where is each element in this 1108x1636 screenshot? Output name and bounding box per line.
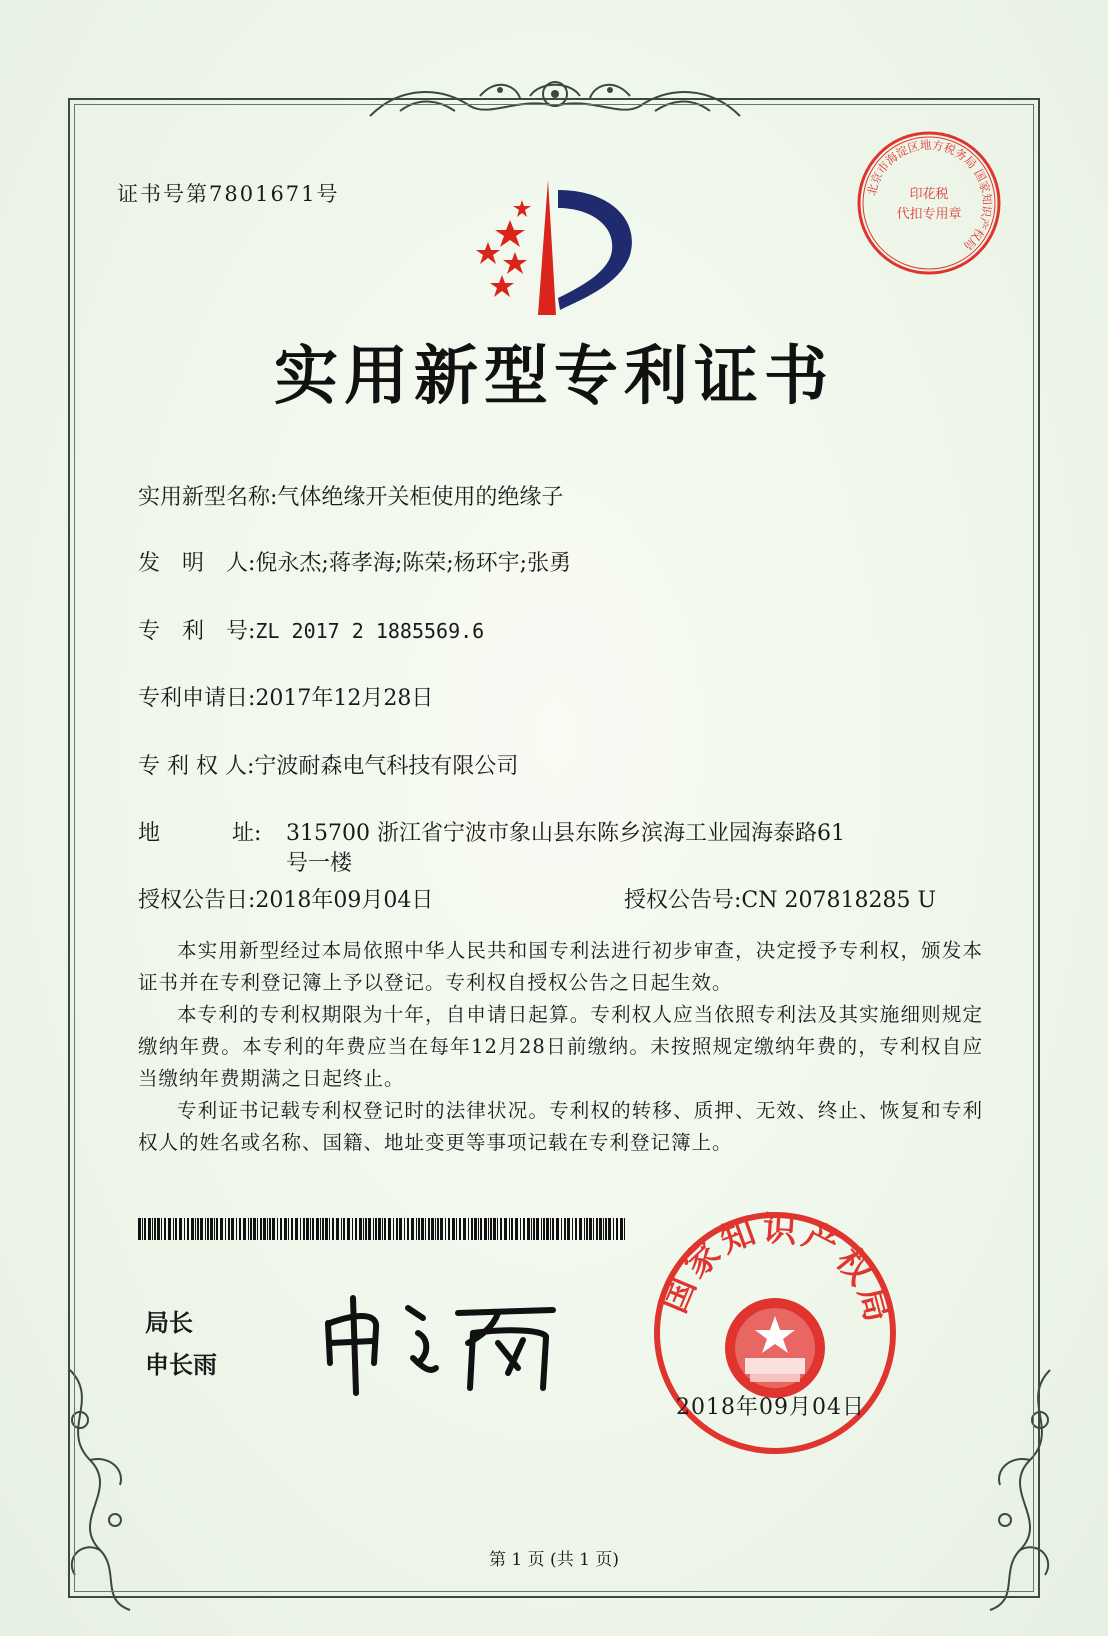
barcode-bar <box>228 1218 230 1240</box>
barcode-bar <box>325 1218 328 1240</box>
field-grant-no <box>624 883 936 914</box>
barcode-bar <box>437 1218 439 1240</box>
barcode <box>138 1218 628 1240</box>
barcode-bar <box>378 1218 381 1240</box>
barcode-bar <box>531 1218 532 1240</box>
barcode-bar <box>248 1218 249 1240</box>
barcode-bar <box>332 1218 334 1240</box>
barcode-bar <box>440 1218 443 1240</box>
barcode-bar <box>291 1218 293 1240</box>
field-patentee-value: 宁波耐森电气科技有限公司 <box>254 754 519 779</box>
barcode-bar <box>329 1218 330 1240</box>
barcode-bar <box>277 1218 278 1240</box>
barcode-bar <box>295 1218 298 1240</box>
signer-name: 申长雨 <box>145 1351 217 1379</box>
barcode-bar <box>205 1218 206 1240</box>
barcode-bar <box>527 1218 530 1240</box>
barcode-bar <box>220 1218 223 1240</box>
barcode-bar <box>191 1218 194 1240</box>
barcode-bar <box>586 1218 588 1240</box>
barcode-bar <box>456 1218 457 1240</box>
barcode-bar <box>382 1218 383 1240</box>
barcode-bar <box>197 1218 199 1240</box>
barcode-bar <box>452 1218 455 1240</box>
barcode-bar <box>546 1218 549 1240</box>
barcode-bar <box>312 1218 314 1240</box>
field-grant-no-label: 授权公告号: <box>624 888 742 913</box>
field-patent-no-label: 专 利 号: <box>138 619 256 644</box>
field-application-date <box>138 681 433 712</box>
paragraph-grant: 本实用新型经过本局依照中华人民共和国专利法进行初步审查，决定授予专利权，颁发本证书并在专利登记簿上予以登记。专利权自授权公告之日起生效。 <box>138 939 983 994</box>
barcode-bar <box>488 1218 489 1240</box>
barcode-bar <box>288 1218 289 1240</box>
barcode-bar <box>263 1218 266 1240</box>
barcode-bar <box>239 1218 241 1240</box>
barcode-bar <box>363 1218 364 1240</box>
barcode-bar <box>613 1218 614 1240</box>
barcode-bar <box>284 1218 287 1240</box>
field-address-line2: 号一楼 <box>286 851 353 876</box>
tax-stamp-seal <box>854 128 1004 278</box>
certificate-number: 证书号第7801671号 <box>117 182 340 206</box>
barcode-bar <box>416 1218 417 1240</box>
barcode-bar <box>250 1218 252 1240</box>
barcode-bar <box>541 1218 542 1240</box>
barcode-bar <box>280 1218 282 1240</box>
barcode-bar <box>509 1218 510 1240</box>
barcode-bar <box>425 1218 426 1240</box>
barcode-bar <box>589 1218 592 1240</box>
field-address-label-1: 地 <box>138 821 161 846</box>
barcode-bar <box>300 1218 301 1240</box>
field-application-date-label: 专利申请日: <box>138 686 256 711</box>
barcode-bar <box>306 1218 309 1240</box>
barcode-bar <box>231 1218 234 1240</box>
barcode-bar <box>260 1218 262 1240</box>
barcode-bar <box>225 1218 226 1240</box>
barcode-bar <box>550 1218 551 1240</box>
field-grant-date-label: 授权公告日: <box>138 888 256 913</box>
barcode-bar <box>556 1218 559 1240</box>
barcode-bar <box>404 1218 405 1240</box>
barcode-bar <box>536 1218 539 1240</box>
barcode-bar <box>605 1218 607 1240</box>
barcode-bar <box>269 1218 271 1240</box>
seal-date: 2018年09月04日 <box>676 1395 865 1420</box>
barcode-bar <box>359 1218 362 1240</box>
barcode-bar <box>144 1218 146 1240</box>
barcode-bar <box>388 1218 391 1240</box>
barcode-bar <box>161 1218 162 1240</box>
cnipa-logo <box>460 180 660 320</box>
barcode-bar <box>179 1218 182 1240</box>
field-patent-no-value: ZL 2017 2 1885569.6 <box>255 619 485 643</box>
national-emblem-icon <box>725 1298 825 1398</box>
barcode-bar <box>493 1218 496 1240</box>
paragraph-term: 本专利的专利权期限为十年，自申请日起算。专利权人应当依照专利法及其实施细则规定缴纳年费。本专利的年费应当在每年12月28日前缴纳。未按照规定缴纳年费的，专利权自应当缴纳年费期满之日起终止。 <box>138 1003 983 1090</box>
barcode-bar <box>195 1218 196 1240</box>
barcode-bar <box>168 1218 171 1240</box>
barcode-bar <box>257 1218 258 1240</box>
paragraph-legal-status: 专利证书记载专利权登记时的法律状况。专利权的转移、质押、无效、终止、恢复和专利权人的姓名或名称、国籍、地址变更等事项记载在专利登记簿上。 <box>138 1099 983 1154</box>
barcode-bar <box>490 1218 492 1240</box>
barcode-bar <box>478 1218 479 1240</box>
barcode-bar <box>497 1218 498 1240</box>
barcode-bar <box>267 1218 268 1240</box>
barcode-bar <box>210 1218 213 1240</box>
barcode-bar <box>157 1218 160 1240</box>
barcode-bar <box>243 1218 246 1240</box>
barcode-bar <box>399 1218 402 1240</box>
barcode-bar <box>474 1218 477 1240</box>
barcode-bar <box>543 1218 545 1240</box>
barcode-bar <box>448 1218 450 1240</box>
barcode-bar <box>154 1218 156 1240</box>
barcode-bar <box>523 1218 525 1240</box>
field-grant-date <box>138 883 433 914</box>
barcode-bar <box>347 1218 350 1240</box>
field-patentee <box>138 749 518 780</box>
barcode-bar <box>561 1218 562 1240</box>
barcode-bar <box>564 1218 566 1240</box>
barcode-bar <box>511 1218 513 1240</box>
barcode-bar <box>365 1218 367 1240</box>
barcode-bar <box>352 1218 353 1240</box>
tax-seal-ring-text: 北京市海淀区地方税务局 国家知识产权局 <box>864 137 995 254</box>
barcode-bar <box>375 1218 377 1240</box>
barcode-bar <box>596 1218 598 1240</box>
barcode-bar <box>373 1218 374 1240</box>
field-inventors-label: 发 明 人: <box>138 551 256 576</box>
page-number: 第 1 页 (共 1 页) <box>489 1550 619 1570</box>
barcode-bar <box>148 1218 151 1240</box>
field-inventors <box>138 546 571 577</box>
barcode-bar <box>152 1218 153 1240</box>
barcode-bar <box>480 1218 482 1240</box>
tax-seal-line1: 印花税 <box>909 187 949 202</box>
certificate-title: 实用新型专利证书 <box>274 339 834 414</box>
field-inventors-value: 倪永杰;蒋孝海;陈荣;杨环宇;张勇 <box>255 551 572 576</box>
barcode-bar <box>187 1218 189 1240</box>
barcode-bar <box>396 1218 398 1240</box>
barcode-bar <box>567 1218 570 1240</box>
barcode-bar <box>393 1218 394 1240</box>
tax-seal-line2: 代扣专用章 <box>896 207 962 222</box>
barcode-bar <box>322 1218 324 1240</box>
barcode-bar <box>575 1218 577 1240</box>
barcode-bar <box>320 1218 321 1240</box>
barcode-bar <box>368 1218 371 1240</box>
barcode-bar <box>355 1218 357 1240</box>
barcode-bar <box>624 1218 625 1240</box>
barcode-bar <box>533 1218 535 1240</box>
field-address-label-2: 址: <box>232 821 262 846</box>
field-name-value: 气体绝缘开关柜使用的绝缘子 <box>277 485 564 510</box>
field-patentee-label: 专 利 权 人: <box>138 754 255 779</box>
barcode-bar <box>620 1218 623 1240</box>
barcode-bar <box>431 1218 434 1240</box>
barcode-bar <box>214 1218 215 1240</box>
barcode-bar <box>236 1218 237 1240</box>
barcode-bar <box>603 1218 604 1240</box>
barcode-bar <box>272 1218 275 1240</box>
barcode-bar <box>584 1218 585 1240</box>
barcode-bar <box>384 1218 386 1240</box>
signer-title: 局长 <box>145 1309 193 1337</box>
barcode-bar <box>418 1218 420 1240</box>
barcode-bar <box>504 1218 507 1240</box>
field-address-line1: 315700 浙江省宁波市象山县东陈乡滨海工业园海泰路61 <box>286 821 845 846</box>
barcode-bar <box>173 1218 174 1240</box>
field-grant-date-value: 2018年09月04日 <box>255 888 434 913</box>
field-patent-no <box>138 614 484 645</box>
barcode-bar <box>608 1218 611 1240</box>
barcode-bar <box>343 1218 345 1240</box>
barcode-bar <box>616 1218 618 1240</box>
barcode-bar <box>253 1218 256 1240</box>
barcode-bar <box>593 1218 594 1240</box>
barcode-bar <box>435 1218 436 1240</box>
barcode-bar <box>207 1218 209 1240</box>
barcode-bar <box>175 1218 177 1240</box>
field-name-label: 实用新型名称: <box>138 485 278 510</box>
barcode-bar <box>200 1218 203 1240</box>
barcode-bar <box>500 1218 502 1240</box>
barcode-bar <box>310 1218 311 1240</box>
barcode-bar <box>515 1218 518 1240</box>
barcode-bar <box>138 1218 141 1240</box>
barcode-bar <box>471 1218 473 1240</box>
barcode-bar <box>407 1218 409 1240</box>
office-seal-ring-text: 国家知识产权局 <box>654 1209 899 1330</box>
barcode-bar <box>599 1218 602 1240</box>
barcode-bar <box>216 1218 218 1240</box>
barcode-bar <box>316 1218 319 1240</box>
barcode-bar <box>572 1218 573 1240</box>
barcode-bar <box>303 1218 305 1240</box>
barcode-bar <box>428 1218 430 1240</box>
field-grant-no-value: CN 207818285 U <box>741 888 937 913</box>
barcode-bar <box>520 1218 521 1240</box>
barcode-bar <box>142 1218 143 1240</box>
field-name <box>138 480 563 511</box>
barcode-bar <box>468 1218 469 1240</box>
barcode-bar <box>336 1218 339 1240</box>
barcode-bar <box>184 1218 185 1240</box>
barcode-bar <box>341 1218 342 1240</box>
barcode-bar <box>421 1218 424 1240</box>
barcode-bar <box>552 1218 554 1240</box>
barcode-bar <box>484 1218 487 1240</box>
barcode-bar <box>463 1218 466 1240</box>
handwritten-signature <box>318 1278 568 1398</box>
certificate-body <box>138 935 983 1159</box>
barcode-bar <box>579 1218 582 1240</box>
barcode-bar <box>459 1218 461 1240</box>
barcode-bar <box>411 1218 414 1240</box>
barcode-bar <box>164 1218 166 1240</box>
barcode-bar <box>445 1218 446 1240</box>
field-application-date-value: 2017年12月28日 <box>255 686 434 711</box>
